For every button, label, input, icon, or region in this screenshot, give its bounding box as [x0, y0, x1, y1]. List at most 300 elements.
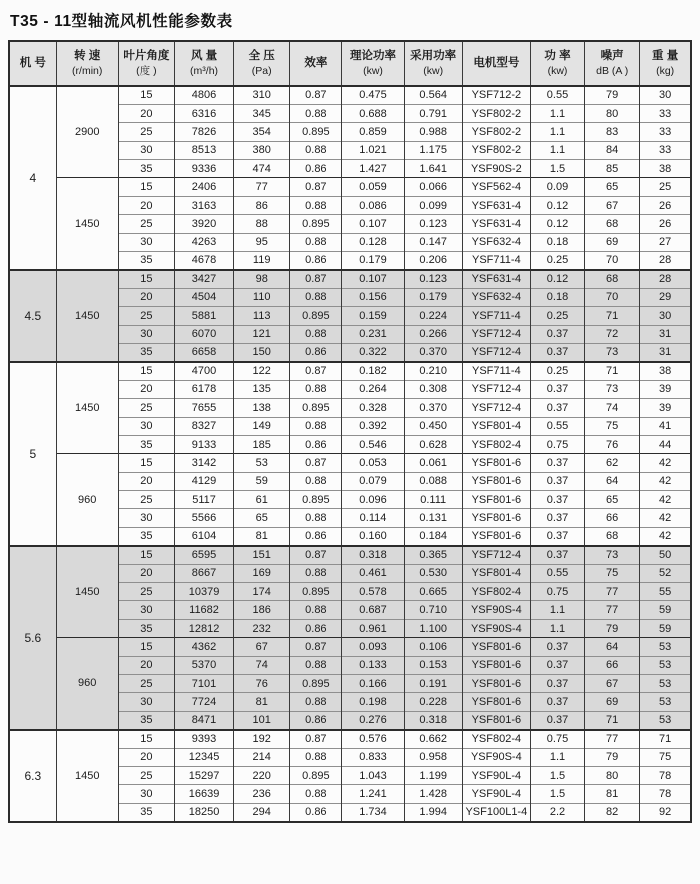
adopted-power-cell: 0.370 [404, 399, 462, 417]
blade-angle-cell: 35 [118, 435, 174, 453]
efficiency-cell: 0.895 [290, 491, 342, 509]
efficiency-cell: 0.88 [290, 380, 342, 398]
total-pressure-cell: 185 [234, 435, 290, 453]
motor-model-cell: YSF711-4 [462, 307, 530, 325]
air-volume-cell: 5881 [174, 307, 233, 325]
motor-model-cell: YSF802-2 [462, 141, 530, 159]
air-volume-cell: 3427 [174, 270, 233, 288]
noise-cell: 80 [585, 766, 640, 784]
blade-angle-cell: 20 [118, 656, 174, 674]
motor-model-cell: YSF90L-4 [462, 766, 530, 784]
efficiency-cell: 0.87 [290, 270, 342, 288]
theoretical-power-cell: 0.096 [342, 491, 404, 509]
efficiency-cell: 0.88 [290, 325, 342, 343]
total-pressure-cell: 76 [234, 675, 290, 693]
total-pressure-cell: 74 [234, 656, 290, 674]
motor-power-cell: 0.37 [530, 380, 584, 398]
noise-cell: 75 [585, 564, 640, 582]
column-header-label: 采用功率 [410, 49, 457, 62]
adopted-power-cell: 1.428 [404, 785, 462, 803]
noise-cell: 84 [585, 141, 640, 159]
motor-model-cell: YSF711-4 [462, 362, 530, 380]
adopted-power-cell: 0.179 [404, 288, 462, 306]
blade-angle-cell: 35 [118, 619, 174, 637]
table-row [9, 546, 691, 564]
adopted-power-cell: 0.131 [404, 509, 462, 527]
weight-cell: 42 [640, 509, 691, 527]
efficiency-cell: 0.88 [290, 104, 342, 122]
total-pressure-cell: 236 [234, 785, 290, 803]
efficiency-cell: 0.88 [290, 141, 342, 159]
motor-model-cell: YSF712-2 [462, 86, 530, 104]
motor-model-cell: YSF801-6 [462, 527, 530, 545]
motor-model-cell: YSF801-6 [462, 675, 530, 693]
column-header-unit: (Pa) [251, 65, 272, 78]
air-volume-cell: 8513 [174, 141, 233, 159]
total-pressure-cell: 354 [234, 123, 290, 141]
noise-cell: 64 [585, 638, 640, 656]
blade-angle-cell: 15 [118, 178, 174, 196]
air-volume-cell: 5370 [174, 656, 233, 674]
total-pressure-cell: 86 [234, 196, 290, 214]
blade-angle-cell: 35 [118, 252, 174, 270]
motor-power-cell: 0.37 [530, 491, 584, 509]
column-header-total-pressure [234, 41, 290, 86]
weight-cell: 75 [640, 748, 691, 766]
motor-power-cell: 0.37 [530, 343, 584, 361]
adopted-power-cell: 0.365 [404, 546, 462, 564]
motor-power-cell: 0.12 [530, 215, 584, 233]
weight-cell: 30 [640, 307, 691, 325]
noise-cell: 66 [585, 656, 640, 674]
motor-model-cell: YSF90S-2 [462, 160, 530, 178]
weight-cell: 44 [640, 435, 691, 453]
motor-model-cell: YSF801-6 [462, 491, 530, 509]
machine-no-cell: 6.3 [9, 730, 56, 822]
theoretical-power-cell: 0.086 [342, 196, 404, 214]
total-pressure-cell: 151 [234, 546, 290, 564]
adopted-power-cell: 0.210 [404, 362, 462, 380]
motor-model-cell: YSF562-4 [462, 178, 530, 196]
total-pressure-cell: 150 [234, 343, 290, 361]
noise-cell: 65 [585, 491, 640, 509]
noise-cell: 62 [585, 454, 640, 472]
motor-power-cell: 0.37 [530, 527, 584, 545]
blade-angle-cell: 25 [118, 766, 174, 784]
noise-cell: 83 [585, 123, 640, 141]
blade-angle-cell: 30 [118, 233, 174, 251]
motor-power-cell: 0.37 [530, 472, 584, 490]
column-header-label: 机 号 [19, 56, 46, 69]
total-pressure-cell: 95 [234, 233, 290, 251]
total-pressure-cell: 149 [234, 417, 290, 435]
total-pressure-cell: 113 [234, 307, 290, 325]
air-volume-cell: 8327 [174, 417, 233, 435]
efficiency-cell: 0.88 [290, 693, 342, 711]
adopted-power-cell: 0.224 [404, 307, 462, 325]
efficiency-cell: 0.88 [290, 509, 342, 527]
weight-cell: 28 [640, 252, 691, 270]
machine-no-cell: 4 [9, 86, 56, 270]
noise-cell: 81 [585, 785, 640, 803]
air-volume-cell: 7101 [174, 675, 233, 693]
motor-model-cell: YSF100L1-4 [462, 803, 530, 821]
air-volume-cell: 7724 [174, 693, 233, 711]
blade-angle-cell: 20 [118, 748, 174, 766]
theoretical-power-cell: 0.687 [342, 601, 404, 619]
total-pressure-cell: 67 [234, 638, 290, 656]
adopted-power-cell: 0.061 [404, 454, 462, 472]
motor-model-cell: YSF801-4 [462, 564, 530, 582]
motor-power-cell: 1.1 [530, 601, 584, 619]
efficiency-cell: 0.88 [290, 417, 342, 435]
total-pressure-cell: 101 [234, 711, 290, 729]
theoretical-power-cell: 0.475 [342, 86, 404, 104]
adopted-power-cell: 0.450 [404, 417, 462, 435]
air-volume-cell: 11682 [174, 601, 233, 619]
speed-cell: 1450 [56, 362, 118, 454]
total-pressure-cell: 77 [234, 178, 290, 196]
adopted-power-cell: 0.988 [404, 123, 462, 141]
theoretical-power-cell: 0.318 [342, 546, 404, 564]
noise-cell: 79 [585, 748, 640, 766]
motor-power-cell: 0.37 [530, 711, 584, 729]
noise-cell: 69 [585, 693, 640, 711]
efficiency-cell: 0.895 [290, 583, 342, 601]
efficiency-cell: 0.88 [290, 233, 342, 251]
blade-angle-cell: 20 [118, 472, 174, 490]
noise-cell: 80 [585, 104, 640, 122]
motor-power-cell: 0.12 [530, 270, 584, 288]
column-header-unit: (kw) [547, 65, 568, 78]
adopted-power-cell: 0.111 [404, 491, 462, 509]
column-header-label: 全 压 [248, 49, 275, 62]
noise-cell: 69 [585, 233, 640, 251]
adopted-power-cell: 0.628 [404, 435, 462, 453]
adopted-power-cell: 0.191 [404, 675, 462, 693]
blade-angle-cell: 30 [118, 141, 174, 159]
efficiency-cell: 0.87 [290, 546, 342, 564]
weight-cell: 53 [640, 656, 691, 674]
air-volume-cell: 6070 [174, 325, 233, 343]
column-header-machine-no [9, 41, 56, 86]
blade-angle-cell: 15 [118, 270, 174, 288]
motor-model-cell: YSF802-4 [462, 583, 530, 601]
blade-angle-cell: 25 [118, 399, 174, 417]
adopted-power-cell: 0.370 [404, 343, 462, 361]
motor-model-cell: YSF801-6 [462, 509, 530, 527]
total-pressure-cell: 121 [234, 325, 290, 343]
theoretical-power-cell: 1.043 [342, 766, 404, 784]
noise-cell: 68 [585, 215, 640, 233]
theoretical-power-cell: 0.093 [342, 638, 404, 656]
weight-cell: 33 [640, 123, 691, 141]
total-pressure-cell: 186 [234, 601, 290, 619]
total-pressure-cell: 65 [234, 509, 290, 527]
column-header-label: 重 量 [652, 49, 679, 62]
blade-angle-cell: 15 [118, 362, 174, 380]
noise-cell: 70 [585, 288, 640, 306]
efficiency-cell: 0.895 [290, 399, 342, 417]
efficiency-cell: 0.895 [290, 766, 342, 784]
noise-cell: 70 [585, 252, 640, 270]
total-pressure-cell: 122 [234, 362, 290, 380]
weight-cell: 28 [640, 270, 691, 288]
noise-cell: 77 [585, 730, 640, 748]
column-header-speed [56, 41, 118, 86]
blade-angle-cell: 25 [118, 123, 174, 141]
theoretical-power-cell: 0.159 [342, 307, 404, 325]
column-header-theoretical-power [342, 41, 404, 86]
weight-cell: 33 [640, 141, 691, 159]
adopted-power-cell: 0.662 [404, 730, 462, 748]
adopted-power-cell: 0.710 [404, 601, 462, 619]
adopted-power-cell: 0.147 [404, 233, 462, 251]
column-header-unit: (度 ) [136, 65, 157, 78]
noise-cell: 68 [585, 270, 640, 288]
weight-cell: 78 [640, 785, 691, 803]
adopted-power-cell: 0.564 [404, 86, 462, 104]
motor-model-cell: YSF711-4 [462, 252, 530, 270]
noise-cell: 71 [585, 362, 640, 380]
total-pressure-cell: 88 [234, 215, 290, 233]
weight-cell: 27 [640, 233, 691, 251]
motor-power-cell: 0.75 [530, 583, 584, 601]
weight-cell: 52 [640, 564, 691, 582]
noise-cell: 73 [585, 546, 640, 564]
motor-power-cell: 0.37 [530, 638, 584, 656]
table-row [9, 178, 691, 196]
motor-power-cell: 0.25 [530, 252, 584, 270]
total-pressure-cell: 135 [234, 380, 290, 398]
blade-angle-cell: 25 [118, 491, 174, 509]
motor-model-cell: YSF90L-4 [462, 785, 530, 803]
noise-cell: 64 [585, 472, 640, 490]
air-volume-cell: 4504 [174, 288, 233, 306]
blade-angle-cell: 30 [118, 325, 174, 343]
efficiency-cell: 0.86 [290, 435, 342, 453]
weight-cell: 39 [640, 399, 691, 417]
adopted-power-cell: 1.100 [404, 619, 462, 637]
motor-power-cell: 1.5 [530, 785, 584, 803]
noise-cell: 68 [585, 527, 640, 545]
total-pressure-cell: 474 [234, 160, 290, 178]
blade-angle-cell: 20 [118, 104, 174, 122]
machine-no-cell: 5 [9, 362, 56, 546]
theoretical-power-cell: 0.264 [342, 380, 404, 398]
motor-power-cell: 1.1 [530, 123, 584, 141]
column-header-unit: (kw) [423, 65, 444, 78]
motor-model-cell: YSF90S-4 [462, 619, 530, 637]
air-volume-cell: 10379 [174, 583, 233, 601]
page-title: T35 - 11型轴流风机性能参数表 [10, 13, 233, 30]
column-header-weight [640, 41, 691, 86]
total-pressure-cell: 192 [234, 730, 290, 748]
adopted-power-cell: 1.994 [404, 803, 462, 821]
motor-model-cell: YSF712-4 [462, 325, 530, 343]
adopted-power-cell: 0.308 [404, 380, 462, 398]
column-header-label: 转 速 [74, 49, 101, 62]
blade-angle-cell: 15 [118, 546, 174, 564]
noise-cell: 76 [585, 435, 640, 453]
motor-model-cell: YSF712-4 [462, 399, 530, 417]
motor-model-cell: YSF632-4 [462, 233, 530, 251]
efficiency-cell: 0.88 [290, 288, 342, 306]
table-row [9, 454, 691, 472]
air-volume-cell: 9393 [174, 730, 233, 748]
weight-cell: 41 [640, 417, 691, 435]
efficiency-cell: 0.87 [290, 86, 342, 104]
blade-angle-cell: 20 [118, 564, 174, 582]
efficiency-cell: 0.87 [290, 730, 342, 748]
motor-power-cell: 0.55 [530, 417, 584, 435]
column-header-adopted-power [404, 41, 462, 86]
header-row [9, 41, 691, 86]
column-header-air-volume [174, 41, 233, 86]
air-volume-cell: 5566 [174, 509, 233, 527]
noise-cell: 73 [585, 380, 640, 398]
theoretical-power-cell: 0.833 [342, 748, 404, 766]
motor-model-cell: YSF801-6 [462, 472, 530, 490]
air-volume-cell: 8471 [174, 711, 233, 729]
blade-angle-cell: 25 [118, 215, 174, 233]
blade-angle-cell: 20 [118, 196, 174, 214]
air-volume-cell: 4129 [174, 472, 233, 490]
theoretical-power-cell: 0.276 [342, 711, 404, 729]
motor-power-cell: 0.75 [530, 435, 584, 453]
air-volume-cell: 6658 [174, 343, 233, 361]
blade-angle-cell: 20 [118, 288, 174, 306]
table-row [9, 270, 691, 288]
column-header-blade-angle [118, 41, 174, 86]
total-pressure-cell: 220 [234, 766, 290, 784]
adopted-power-cell: 0.153 [404, 656, 462, 674]
blade-angle-cell: 35 [118, 803, 174, 821]
efficiency-cell: 0.86 [290, 803, 342, 821]
total-pressure-cell: 345 [234, 104, 290, 122]
total-pressure-cell: 81 [234, 527, 290, 545]
motor-model-cell: YSF90S-4 [462, 601, 530, 619]
air-volume-cell: 12345 [174, 748, 233, 766]
theoretical-power-cell: 0.546 [342, 435, 404, 453]
column-header-label: 理论功率 [350, 49, 396, 62]
weight-cell: 53 [640, 638, 691, 656]
motor-model-cell: YSF90S-4 [462, 748, 530, 766]
column-header-label: 效率 [304, 56, 328, 69]
adopted-power-cell: 0.665 [404, 583, 462, 601]
efficiency-cell: 0.895 [290, 307, 342, 325]
theoretical-power-cell: 0.059 [342, 178, 404, 196]
blade-angle-cell: 35 [118, 527, 174, 545]
adopted-power-cell: 0.123 [404, 270, 462, 288]
adopted-power-cell: 0.530 [404, 564, 462, 582]
air-volume-cell: 12812 [174, 619, 233, 637]
adopted-power-cell: 1.199 [404, 766, 462, 784]
efficiency-cell: 0.895 [290, 123, 342, 141]
blade-angle-cell: 30 [118, 785, 174, 803]
motor-power-cell: 0.75 [530, 730, 584, 748]
theoretical-power-cell: 0.576 [342, 730, 404, 748]
noise-cell: 75 [585, 417, 640, 435]
motor-power-cell: 0.37 [530, 454, 584, 472]
motor-model-cell: YSF802-4 [462, 435, 530, 453]
motor-power-cell: 0.37 [530, 693, 584, 711]
theoretical-power-cell: 0.166 [342, 675, 404, 693]
blade-angle-cell: 30 [118, 601, 174, 619]
motor-power-cell: 0.37 [530, 656, 584, 674]
theoretical-power-cell: 0.578 [342, 583, 404, 601]
motor-model-cell: YSF802-2 [462, 123, 530, 141]
air-volume-cell: 4678 [174, 252, 233, 270]
weight-cell: 42 [640, 472, 691, 490]
motor-power-cell: 1.1 [530, 619, 584, 637]
motor-power-cell: 0.37 [530, 509, 584, 527]
noise-cell: 82 [585, 803, 640, 821]
weight-cell: 31 [640, 325, 691, 343]
weight-cell: 42 [640, 527, 691, 545]
motor-model-cell: YSF712-4 [462, 380, 530, 398]
blade-angle-cell: 35 [118, 343, 174, 361]
motor-power-cell: 0.25 [530, 362, 584, 380]
blade-angle-cell: 30 [118, 693, 174, 711]
air-volume-cell: 3920 [174, 215, 233, 233]
total-pressure-cell: 380 [234, 141, 290, 159]
theoretical-power-cell: 0.107 [342, 215, 404, 233]
blade-angle-cell: 15 [118, 454, 174, 472]
motor-model-cell: YSF801-4 [462, 417, 530, 435]
air-volume-cell: 3163 [174, 196, 233, 214]
motor-model-cell: YSF801-6 [462, 454, 530, 472]
adopted-power-cell: 0.266 [404, 325, 462, 343]
noise-cell: 66 [585, 509, 640, 527]
adopted-power-cell: 0.106 [404, 638, 462, 656]
blade-angle-cell: 25 [118, 675, 174, 693]
blade-angle-cell: 35 [118, 160, 174, 178]
fan-spec-table [8, 40, 692, 823]
blade-angle-cell: 30 [118, 509, 174, 527]
motor-model-cell: YSF632-4 [462, 288, 530, 306]
efficiency-cell: 0.86 [290, 527, 342, 545]
noise-cell: 67 [585, 675, 640, 693]
weight-cell: 33 [640, 104, 691, 122]
efficiency-cell: 0.88 [290, 196, 342, 214]
noise-cell: 73 [585, 343, 640, 361]
adopted-power-cell: 0.099 [404, 196, 462, 214]
theoretical-power-cell: 0.179 [342, 252, 404, 270]
table-row [9, 730, 691, 748]
motor-power-cell: 0.18 [530, 233, 584, 251]
total-pressure-cell: 53 [234, 454, 290, 472]
air-volume-cell: 5117 [174, 491, 233, 509]
column-header-label: 叶片角度 [123, 49, 170, 62]
total-pressure-cell: 81 [234, 693, 290, 711]
motor-power-cell: 2.2 [530, 803, 584, 821]
blade-angle-cell: 35 [118, 711, 174, 729]
column-header-unit: dB (A ) [596, 65, 629, 78]
weight-cell: 29 [640, 288, 691, 306]
theoretical-power-cell: 0.392 [342, 417, 404, 435]
motor-model-cell: YSF802-2 [462, 104, 530, 122]
weight-cell: 30 [640, 86, 691, 104]
motor-model-cell: YSF631-4 [462, 215, 530, 233]
theoretical-power-cell: 0.133 [342, 656, 404, 674]
theoretical-power-cell: 0.461 [342, 564, 404, 582]
motor-model-cell: YSF631-4 [462, 196, 530, 214]
air-volume-cell: 9133 [174, 435, 233, 453]
weight-cell: 53 [640, 693, 691, 711]
efficiency-cell: 0.88 [290, 656, 342, 674]
noise-cell: 65 [585, 178, 640, 196]
